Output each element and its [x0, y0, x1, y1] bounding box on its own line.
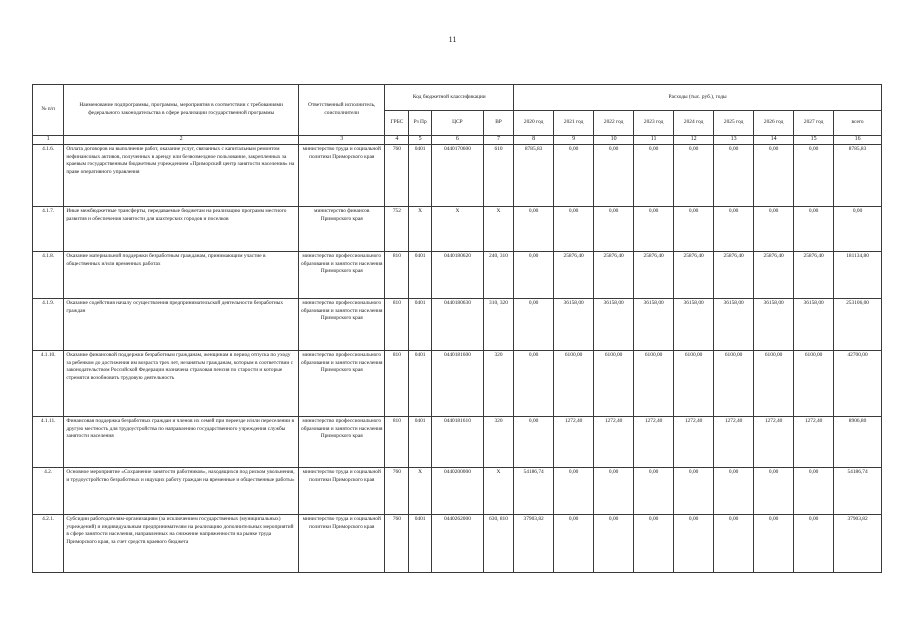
row-year-value: 0,00: [794, 468, 834, 515]
row-vr: 610: [483, 145, 513, 207]
row-executor: министерство профессионального образования и занятости населения Приморского края: [298, 299, 385, 351]
row-year-value: 0,00: [634, 145, 674, 207]
row-number: 4.1.7.: [33, 207, 64, 252]
row-vr: 320: [483, 417, 513, 468]
header-rzpr: Рз Пр: [409, 111, 432, 136]
row-year-value: 36158,00: [554, 299, 594, 351]
column-number: 8: [514, 136, 554, 145]
row-csr: Х: [431, 207, 483, 252]
row-year-value: 1272,40: [754, 417, 794, 468]
header-total: всего: [834, 111, 882, 136]
row-csr: 0440181600: [431, 351, 483, 417]
column-number: 5: [409, 136, 432, 145]
row-year-value: 0,00: [594, 145, 634, 207]
row-rzpr: Х: [409, 468, 432, 515]
row-year-value: 0,00: [514, 351, 554, 417]
row-year-value: 0,00: [554, 207, 594, 252]
row-number: 4.2.1.: [33, 515, 64, 573]
row-year-value: 0,00: [554, 145, 594, 207]
header-year: 2024 год: [674, 111, 714, 136]
header-name: Наименование подпрограммы, программы, мероприятия в соответствии с требованиями федерального законодательства в сфере реализации государственной программы: [64, 85, 299, 136]
row-grbs: 810: [385, 351, 409, 417]
row-year-value: 0,00: [514, 299, 554, 351]
row-year-value: 1272,40: [594, 417, 634, 468]
row-activity-name: Оказание содействия началу осуществления предпринимательской деятельности безработных граждан: [64, 299, 299, 351]
row-year-value: 0,00: [714, 145, 754, 207]
row-vr: 630, 810: [483, 515, 513, 573]
row-rzpr: 0401: [409, 299, 432, 351]
row-year-value: 25876,40: [714, 252, 754, 299]
header-grbs: ГРБС: [385, 111, 409, 136]
table-row: [33, 252, 882, 299]
row-activity-name: Оплата договоров на выполнение работ, оказание услуг, связанных с капитальным ремонтом нефинансовых активов, полученных в аренду или безвозмездное пользование, закрепленных за краевым государственным бюджетным учреждением «Приморский центр занятости населения» на праве оперативного управления: [64, 145, 299, 207]
header-year: 2023 год: [634, 111, 674, 136]
column-number: 11: [634, 136, 674, 145]
row-grbs: 810: [385, 299, 409, 351]
row-year-value: 0,00: [674, 468, 714, 515]
row-vr: Х: [483, 468, 513, 515]
column-number: 3: [298, 136, 385, 145]
row-number: 4.1.11.: [33, 417, 64, 468]
row-year-value: 25876,40: [634, 252, 674, 299]
row-executor: министерство профессионального образования и занятости населения Приморского края: [298, 351, 385, 417]
row-csr: 0440170600: [431, 145, 483, 207]
column-number: 13: [714, 136, 754, 145]
row-year-value: 36158,00: [754, 299, 794, 351]
table-row: [33, 207, 882, 252]
row-rzpr: 0401: [409, 515, 432, 573]
row-year-value: 25876,40: [794, 252, 834, 299]
row-year-value: 0,00: [794, 515, 834, 573]
row-year-value: 6100,00: [634, 351, 674, 417]
row-year-value: 8785,83: [514, 145, 554, 207]
row-year-value: 0,00: [754, 515, 794, 573]
row-number: 4.1.9.: [33, 299, 64, 351]
row-year-value: 0,00: [754, 145, 794, 207]
row-year-value: 0,00: [754, 207, 794, 252]
row-activity-name: Основное мероприятие «Сохранение занятости работников», находящихся под риском увольнения, и трудоустройство безработных и ищущих работу граждан на временные и общественные работы»: [64, 468, 299, 515]
row-year-value: 0,00: [594, 207, 634, 252]
row-year-value: 6100,00: [754, 351, 794, 417]
table-row: [33, 515, 882, 573]
row-number: 4.2.: [33, 468, 64, 515]
column-number: 14: [754, 136, 794, 145]
column-number: 10: [594, 136, 634, 145]
row-total-value: 8906,80: [834, 417, 882, 468]
row-year-value: 0,00: [594, 515, 634, 573]
header-year: 2025 год: [714, 111, 754, 136]
row-executor: министерство труда и социальной политики Приморского края: [298, 468, 385, 515]
row-number: 4.1.6.: [33, 145, 64, 207]
header-year: 2020 год: [514, 111, 554, 136]
column-number: 1: [33, 136, 64, 145]
row-year-value: 6100,00: [554, 351, 594, 417]
row-year-value: 36158,00: [634, 299, 674, 351]
row-executor: министерство труда и социальной политики Приморского края: [298, 515, 385, 573]
row-year-value: 0,00: [554, 515, 594, 573]
row-executor: министерство финансов Приморского края: [298, 207, 385, 252]
column-number: 4: [385, 136, 409, 145]
row-total-value: 37903,82: [834, 515, 882, 573]
row-activity-name: Финансовая поддержка безработных граждан и членов их семей при переезде и/или переселении в другую местность для трудоустройства по направлению государственного учреждения службы занятости населения: [64, 417, 299, 468]
row-rzpr: 0401: [409, 252, 432, 299]
row-year-value: 1272,40: [554, 417, 594, 468]
row-year-value: 25876,40: [754, 252, 794, 299]
row-rzpr: 0401: [409, 145, 432, 207]
row-rzpr: Х: [409, 207, 432, 252]
row-year-value: 0,00: [634, 207, 674, 252]
row-activity-name: Оказание финансовой поддержки безработным гражданам, женщинам в период отпуска по уходу за ребенком до достижения им возраста трех лет, незанятым гражданам, которым в соответствии с законодательством Российской Федерации назначена страховая пенсия по старости и которые стремятся возобновить трудовую деятельность: [64, 351, 299, 417]
row-year-value: 0,00: [714, 515, 754, 573]
row-grbs: 810: [385, 252, 409, 299]
row-year-value: 0,00: [714, 468, 754, 515]
row-grbs: 760: [385, 515, 409, 573]
table-row: [33, 145, 882, 207]
row-year-value: 0,00: [554, 468, 594, 515]
header-no: № п/п: [33, 85, 64, 136]
row-grbs: 760: [385, 468, 409, 515]
table-row: [33, 299, 882, 351]
row-year-value: 36158,00: [674, 299, 714, 351]
row-vr: 310, 320: [483, 299, 513, 351]
row-csr: 0440181610: [431, 417, 483, 468]
row-vr: 320: [483, 351, 513, 417]
row-number: 4.1.8.: [33, 252, 64, 299]
column-number: 7: [483, 136, 513, 145]
row-year-value: 25876,40: [554, 252, 594, 299]
row-year-value: 0,00: [674, 515, 714, 573]
row-year-value: 0,00: [674, 207, 714, 252]
row-vr: Х: [483, 207, 513, 252]
row-total-value: 8785,83: [834, 145, 882, 207]
row-grbs: 760: [385, 145, 409, 207]
row-vr: 240, 310: [483, 252, 513, 299]
row-executor: министерство профессионального образования и занятости населения Приморского края: [298, 417, 385, 468]
row-year-value: 36158,00: [594, 299, 634, 351]
header-budget-code: Код бюджетной классификации: [385, 85, 514, 111]
header-executor: Ответственный исполнитель, соисполнители: [298, 85, 385, 136]
row-year-value: 25876,40: [594, 252, 634, 299]
program-expenses-table: [32, 84, 882, 573]
row-activity-name: Оказание материальной поддержки безработным гражданам, принимающим участие в общественных и/или временных работах: [64, 252, 299, 299]
row-year-value: 0,00: [514, 417, 554, 468]
page-number: 11: [448, 35, 457, 44]
column-number-row: [33, 136, 882, 145]
row-rzpr: 0401: [409, 351, 432, 417]
row-activity-name: Иные межбюджетные трансферты, передаваемые бюджетам на реализацию программ местного развития и обеспечения занятости для шахтерских городов и поселков: [64, 207, 299, 252]
row-year-value: 0,00: [514, 252, 554, 299]
header-year: 2026 год: [754, 111, 794, 136]
table-row: [33, 417, 882, 468]
row-total-value: 42700,00: [834, 351, 882, 417]
row-grbs: 810: [385, 417, 409, 468]
row-year-value: 0,00: [634, 468, 674, 515]
row-year-value: 6100,00: [714, 351, 754, 417]
table-row: [33, 351, 882, 417]
row-year-value: 0,00: [794, 145, 834, 207]
row-year-value: 25876,40: [674, 252, 714, 299]
row-year-value: 54186,74: [514, 468, 554, 515]
row-csr: 0440180630: [431, 299, 483, 351]
column-number: 16: [834, 136, 882, 145]
row-total-value: 253106,00: [834, 299, 882, 351]
row-total-value: 181134,80: [834, 252, 882, 299]
header-year: 2021 год: [554, 111, 594, 136]
row-year-value: 6100,00: [794, 351, 834, 417]
row-year-value: 37903,82: [514, 515, 554, 573]
column-number: 15: [794, 136, 834, 145]
header-vr: ВР: [483, 111, 513, 136]
row-year-value: 0,00: [514, 207, 554, 252]
row-year-value: 0,00: [714, 207, 754, 252]
header-year: 2022 год: [594, 111, 634, 136]
row-year-value: 36158,00: [794, 299, 834, 351]
header-expenses: Расходы (тыс. руб.), годы: [514, 85, 882, 111]
row-year-value: 0,00: [634, 515, 674, 573]
row-csr: 0440180620: [431, 252, 483, 299]
column-number: 2: [64, 136, 299, 145]
row-year-value: 0,00: [794, 207, 834, 252]
header-csr: ЦСР: [431, 111, 483, 136]
row-total-value: 54186,74: [834, 468, 882, 515]
row-number: 4.1.10.: [33, 351, 64, 417]
row-csr: 0440262000: [431, 515, 483, 573]
row-executor: министерство профессионального образования и занятости населения Приморского края: [298, 252, 385, 299]
row-activity-name: Субсидии работодателям-организациям (за исключением государственных (муниципальных) учреждений) и индивидуальным предпринимателям на реализацию дополнительных мероприятий в сфере занятости населения, направленных на снижение напряженности на рынке труда Приморского края, за счет средств краевого бюджета: [64, 515, 299, 573]
column-number: 12: [674, 136, 714, 145]
row-grbs: 752: [385, 207, 409, 252]
row-year-value: 0,00: [594, 468, 634, 515]
row-year-value: 6100,00: [594, 351, 634, 417]
row-year-value: 1272,40: [794, 417, 834, 468]
column-number: 6: [431, 136, 483, 145]
row-rzpr: 0401: [409, 417, 432, 468]
row-year-value: 6100,00: [674, 351, 714, 417]
row-csr: 0440200000: [431, 468, 483, 515]
row-year-value: 1272,40: [714, 417, 754, 468]
header-year: 2027 год: [794, 111, 834, 136]
table-row: [33, 468, 882, 515]
row-year-value: 0,00: [674, 145, 714, 207]
row-executor: министерство труда и социальной политики Приморского края: [298, 145, 385, 207]
row-year-value: 36158,00: [714, 299, 754, 351]
row-total-value: 0,00: [834, 207, 882, 252]
row-year-value: 1272,40: [674, 417, 714, 468]
row-year-value: 1272,40: [634, 417, 674, 468]
row-year-value: 0,00: [754, 468, 794, 515]
column-number: 9: [554, 136, 594, 145]
